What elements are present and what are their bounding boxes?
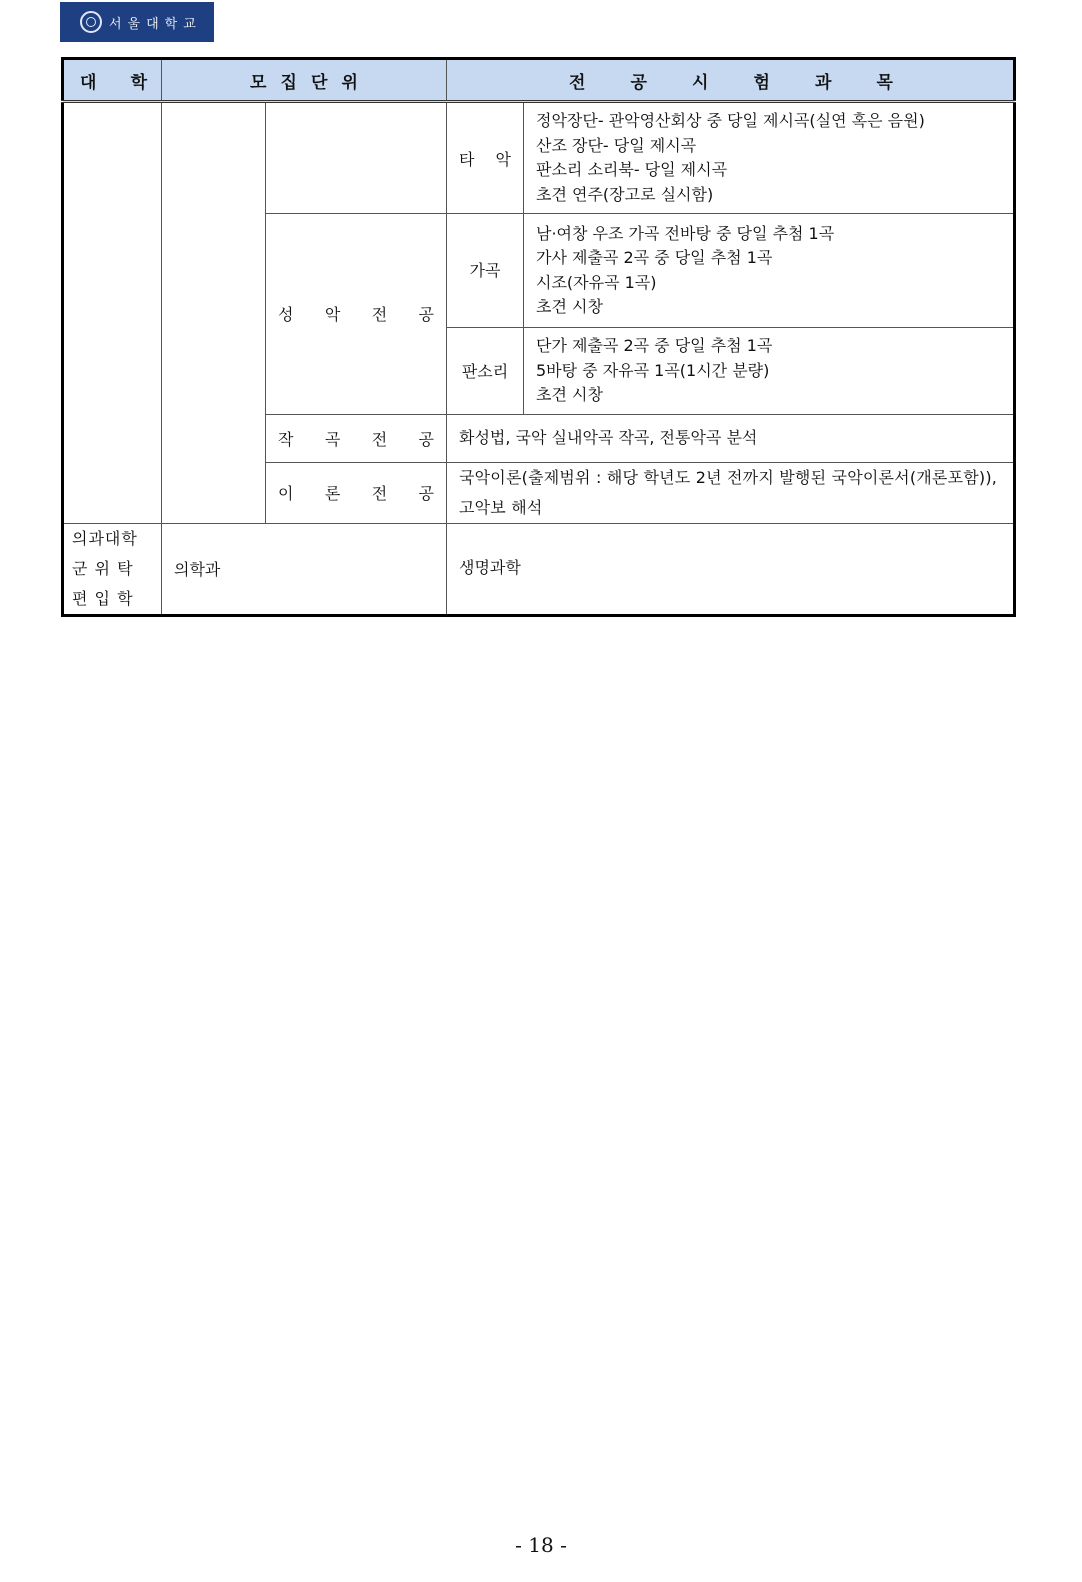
college-medicine: 의과대학 군 위 탁 편 입 학 xyxy=(63,523,162,615)
table-header-row xyxy=(63,59,1015,102)
sub-label-percussion: 타 악 xyxy=(447,102,524,214)
sub-label-pansori: 판소리 xyxy=(447,328,524,415)
logo-text: 서울대학교 xyxy=(109,16,202,32)
header-recruit-unit: 모 집 단 위 xyxy=(162,59,447,102)
major-cell-empty xyxy=(266,102,447,214)
table-row xyxy=(63,102,1015,214)
theory-subjects: 국악이론(출제범위 : 해당 학년도 2년 전까지 발행된 국악이론서(개론포함)), 고악보 해석 xyxy=(447,462,1015,523)
major-vocal: 성 악 전 공 xyxy=(266,214,447,415)
table-row xyxy=(63,523,1015,615)
gagok-subjects: 남·여창 우조 가곡 전바탕 중 당일 추첨 1곡 가사 제출곡 2곡 중 당일 추첨 1곡 시조(자유곡 1곡) 초견 시창 xyxy=(524,214,1015,328)
exam-subjects-table xyxy=(61,57,1016,617)
university-seal-icon xyxy=(80,11,102,33)
composition-subjects: 화성법, 국악 실내악곡 작곡, 전통악곡 분석 xyxy=(447,414,1015,462)
medicine-subjects: 생명과학 xyxy=(447,523,1015,615)
pansori-subjects: 단가 제출곡 2곡 중 당일 추첨 1곡 5바탕 중 자유곡 1곡(1시간 분량) 초견 시창 xyxy=(524,328,1015,415)
major-theory: 이 론 전 공 xyxy=(266,462,447,523)
percussion-subjects: 정악장단- 관악영산회상 중 당일 제시곡(실연 혹은 음원) 산조 장단- 당일 제시곡 판소리 소리북- 당일 제시곡 초견 연주(장고로 실시함) xyxy=(524,102,1015,214)
department-cell-empty xyxy=(162,102,266,524)
major-composition: 작 곡 전 공 xyxy=(266,414,447,462)
page-number: - 18 - xyxy=(515,1533,567,1557)
university-logo xyxy=(60,2,214,42)
department-medicine: 의학과 xyxy=(162,523,447,615)
header-exam-subjects: 전 공 시 험 과 목 xyxy=(447,59,1015,102)
header-college: 대 학 xyxy=(63,59,162,102)
college-cell-empty xyxy=(63,102,162,524)
sub-label-gagok: 가곡 xyxy=(447,214,524,328)
